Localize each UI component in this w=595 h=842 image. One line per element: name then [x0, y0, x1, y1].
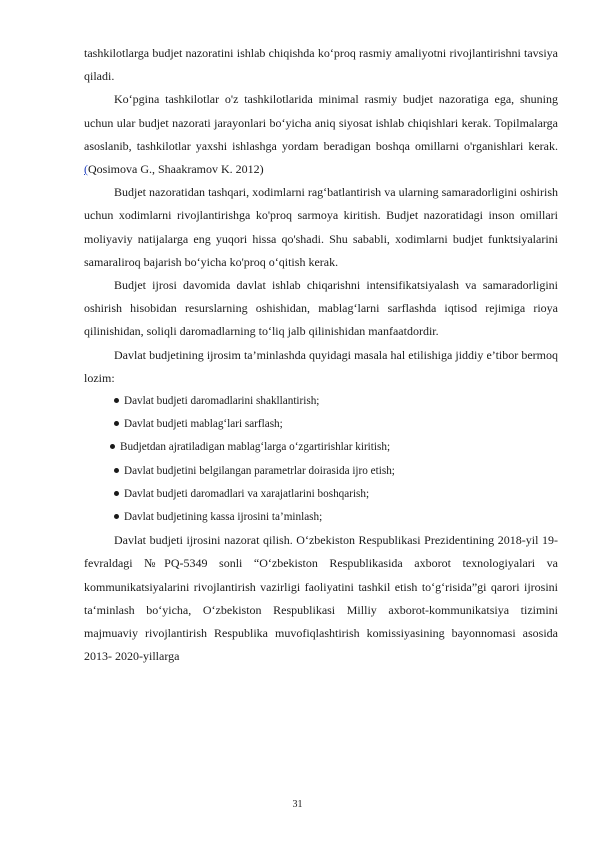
list-item-text: Davlat budjeti mablag‘lari sarflash; — [124, 418, 283, 431]
bullet-icon — [114, 514, 119, 519]
bullet-icon — [114, 398, 119, 403]
paragraph-budget-execution: Budjet ijrosi davomida davlat ishlab chiqarishni intensifikatsiyalash va samaradorligini oshirish hisobidan resurslarning oshishidan, mablag‘larni sarflashda iqtisod rejimiga rioya qilinishidan, soliqli daromadlarning to‘liq jalb qilinishidan manfaatdordir. — [84, 278, 558, 339]
paragraph-continuation: tashkilotlarga budjet nazoratini ishlab chiqishda ko‘proq rasmiy amaliyotni rivojlantirishni tavsiya qiladi. — [84, 46, 558, 84]
list-item-text: Davlat budjetini belgilangan parametrlar doirasida ijro etish; — [124, 464, 395, 477]
list-item-text: Davlat budjetining kassa ijrosini ta’minlash; — [124, 511, 323, 524]
bullet-icon — [114, 421, 119, 426]
paragraph-budget-control-text: Ko‘pgina tashkilotlar o'z tashkilotlarida minimal rasmiy budjet nazoratiga ega, shuning uchun ular budjet nazorati jarayonlari bo‘yicha aniq siyosat ishlab chiqishlari kerak. Topilmalarga asoslanib, tashkilotlar yaxshi ishlashga yordam beradigan boshqa omillarni o'rganishlari kerak. — [84, 92, 558, 153]
citation-link[interactable]: ( — [84, 162, 88, 177]
list-item — [84, 390, 558, 413]
list-item — [84, 413, 558, 436]
bullet-icon — [114, 468, 119, 473]
list-item-text: Davlat budjeti daromadlarini shakllantirish; — [124, 395, 320, 408]
page-content — [84, 42, 558, 668]
paragraph-issues-intro: Davlat budjetining ijrosim ta’minlashda quyidagi masala hal etilishiga jiddiy e’tibor bermoq lozim: — [84, 347, 558, 385]
list-item — [84, 483, 558, 506]
citation-text: Qosimova G., Shaakramov K. 2012) — [88, 162, 264, 177]
list-item-text: Davlat budjeti daromadlari va xarajatlarini boshqarish; — [124, 487, 370, 500]
bullet-icon — [110, 444, 115, 449]
bullet-list — [84, 390, 558, 529]
bullet-icon — [114, 491, 119, 496]
list-item — [84, 506, 558, 529]
paragraph-budget-control — [84, 88, 558, 181]
list-item-text: Budjetdan ajratiladigan mablag‘larga o‘zgartirishlar kiritish; — [120, 441, 391, 454]
page-number: 31 — [292, 799, 303, 810]
paragraph-execution-control: Davlat budjeti ijrosini nazorat qilish. O‘zbekiston Respublikasi Prezidentining 2018-yil 19-fevraldagi №PQ-5349 sonli “O‘zbekiston Respublikasida axborot texnologiyalari va kommunikatsiyalarini rivojlantirish vazirligi faoliyatini tashkil etish to‘g‘risida”gi qarori ijrosini ta‘minlash bo‘yicha, O‘zbekiston Respublikasi Milliy axborot-kommunikatsiya tizimini majmuaviy rivojlantirish Respublika muvofiqlashtirish komissiyasining bayonnomasi asosida 2013- 2020-yillarga — [84, 533, 558, 664]
paragraph-staff-motivation: Budjet nazoratidan tashqari, xodimlarni rag‘batlantirish va ularning samaradorligini oshirish uchun xodimlarni rivojlantirishga ko'proq sarmoya kiritish. Budjet nazoratidagi inson omillari moliyaviy natijalarga eng yuqori hissa qo'shadi. Shu sababli, xodimlarni budjet funktsiyalarini samaraliroq bajarish bo‘yicha ko'proq o‘qitish kerak. — [84, 185, 558, 269]
list-item — [84, 436, 558, 459]
list-item — [84, 460, 558, 483]
